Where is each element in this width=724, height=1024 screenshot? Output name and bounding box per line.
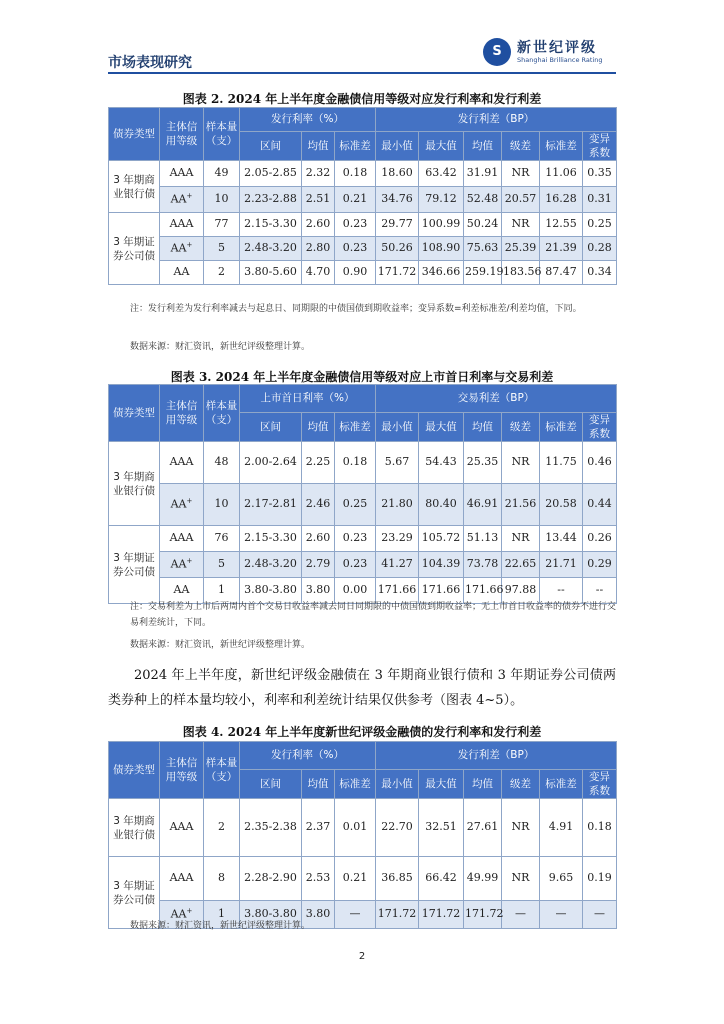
cell-mean: 2.60 — [302, 213, 335, 237]
cell-diff: 25.39 — [502, 237, 540, 261]
cell-max: 79.12 — [419, 187, 464, 213]
rating-modifier: + — [186, 192, 193, 201]
cell-mean2: 52.48 — [464, 187, 502, 213]
cell-range: 2.48-3.20 — [240, 552, 302, 578]
cell-mean: 2.46 — [302, 484, 335, 526]
cell-std2: 21.39 — [540, 237, 583, 261]
col-cv: 变异系数 — [583, 413, 617, 442]
table-row — [109, 484, 617, 526]
bond-type-cell: 3 年期商业银行债 — [109, 799, 160, 857]
cell-range: 2.17-2.81 — [240, 484, 302, 526]
rating-value: AA — [173, 583, 190, 597]
cell-std2: 4.91 — [540, 799, 583, 857]
cell-mean2: 171.66 — [464, 578, 502, 604]
cell-n: 2 — [204, 799, 240, 857]
table-row — [109, 237, 617, 261]
cell-diff: NR — [502, 161, 540, 187]
cell-std: 0.25 — [335, 484, 376, 526]
cell-std2: 11.75 — [540, 442, 583, 484]
cell-mean2: 27.61 — [464, 799, 502, 857]
cell-std2: — — [540, 901, 583, 929]
rating-value: AA — [170, 192, 187, 206]
cell-min: 34.76 — [376, 187, 419, 213]
col-spread-mean: 均值 — [464, 132, 502, 161]
cell-n: 48 — [204, 442, 240, 484]
bond-type-cell: 3 年期证券公司债 — [109, 213, 160, 285]
cell-n: 76 — [204, 526, 240, 552]
col-spread-mean: 均值 — [464, 770, 502, 799]
cell-cv: 0.19 — [583, 857, 617, 901]
cell-mean2: 259.19 — [464, 261, 502, 285]
table-row — [109, 187, 617, 213]
logo-subtitle: Shanghai Brilliance Rating — [517, 56, 603, 64]
rating-value: AA — [173, 265, 190, 279]
cell-n: 8 — [204, 857, 240, 901]
col-sample-size: 样本量（支） — [204, 742, 240, 799]
cell-max: 104.39 — [419, 552, 464, 578]
col-bond-type: 债券类型 — [109, 742, 160, 799]
cell-std: — — [335, 901, 376, 929]
table-row — [109, 526, 617, 552]
bond-type-cell: 3 年期证券公司债 — [109, 857, 160, 929]
cell-cv: 0.26 — [583, 526, 617, 552]
cell-diff: NR — [502, 442, 540, 484]
cell-std2: 13.44 — [540, 526, 583, 552]
cell-range: 2.15-3.30 — [240, 213, 302, 237]
cell-std: 0.01 — [335, 799, 376, 857]
cell-cv: — — [583, 901, 617, 929]
table1-note: 注：发行利差为发行利率减去与起息日、同期限的中债国债到期收益率；变异系数=利差标准差/利差均值，下同。 — [130, 304, 582, 314]
cell-mean2: 51.13 — [464, 526, 502, 552]
col-level-diff: 级差 — [502, 770, 540, 799]
cell-range: 2.48-3.20 — [240, 237, 302, 261]
cell-std: 0.90 — [335, 261, 376, 285]
cell-min: 171.72 — [376, 261, 419, 285]
table-row — [109, 442, 617, 484]
cell-min: 50.26 — [376, 237, 419, 261]
cell-diff: NR — [502, 526, 540, 552]
cell-min: 36.85 — [376, 857, 419, 901]
cell-min: 23.29 — [376, 526, 419, 552]
cell-std: 0.23 — [335, 213, 376, 237]
col-spread-group: 发行利差（BP） — [376, 742, 617, 770]
cell-n: 5 — [204, 237, 240, 261]
cell-max: 100.99 — [419, 213, 464, 237]
rating-value: AAA — [169, 871, 194, 885]
table3-caption: 图表 4. 2024 年上半年度新世纪评级金融债的发行利率和发行利差 — [182, 725, 542, 739]
cell-max: 32.51 — [419, 799, 464, 857]
logo-mark-icon: S — [483, 38, 511, 66]
bond-type-cell: 3 年期商业银行债 — [109, 161, 160, 213]
cell-mean2: 25.35 — [464, 442, 502, 484]
cell-std2: 12.55 — [540, 213, 583, 237]
cell-mean2: 31.91 — [464, 161, 502, 187]
rating-cell — [160, 213, 204, 237]
col-level-diff: 级差 — [502, 413, 540, 442]
cell-min: 5.67 — [376, 442, 419, 484]
table-row — [109, 213, 617, 237]
table2-source: 数据来源：财汇资讯，新世纪评级整理计算。 — [130, 640, 311, 650]
cell-max: 171.66 — [419, 578, 464, 604]
cell-range: 2.35-2.38 — [240, 799, 302, 857]
header-row — [109, 742, 617, 770]
col-sample-size: 样本量（支） — [204, 108, 240, 161]
cell-n: 5 — [204, 552, 240, 578]
cell-min: 171.66 — [376, 578, 419, 604]
cell-mean: 2.80 — [302, 237, 335, 261]
cell-std: 0.23 — [335, 526, 376, 552]
col-min: 最小值 — [376, 770, 419, 799]
cell-std: 0.00 — [335, 578, 376, 604]
col-spread-mean: 均值 — [464, 413, 502, 442]
page-number: 2 — [358, 951, 366, 962]
cell-std2: 9.65 — [540, 857, 583, 901]
cell-diff: — — [502, 901, 540, 929]
rating-cell — [160, 161, 204, 187]
cell-mean: 2.79 — [302, 552, 335, 578]
cell-diff: NR — [502, 857, 540, 901]
col-max: 最大值 — [419, 132, 464, 161]
cell-mean: 3.80 — [302, 901, 335, 929]
rating-value: AA — [170, 557, 187, 571]
cell-diff: 183.56 — [502, 261, 540, 285]
col-mean: 均值 — [302, 770, 335, 799]
cell-cv: 0.25 — [583, 213, 617, 237]
col-mean: 均值 — [302, 413, 335, 442]
col-spread-std: 标准差 — [540, 413, 583, 442]
cell-n: 49 — [204, 161, 240, 187]
header-row — [109, 385, 617, 413]
col-std: 标准差 — [335, 413, 376, 442]
cell-cv: 0.46 — [583, 442, 617, 484]
col-rate-group: 发行利率（%） — [240, 108, 376, 132]
col-spread-group: 发行利差（BP） — [376, 108, 617, 132]
cell-mean: 2.60 — [302, 526, 335, 552]
col-issuer-rating: 主体信用等级 — [160, 108, 204, 161]
cell-range: 2.15-3.30 — [240, 526, 302, 552]
cell-min: 29.77 — [376, 213, 419, 237]
cell-range: 3.80-5.60 — [240, 261, 302, 285]
cell-min: 18.60 — [376, 161, 419, 187]
cell-diff: 97.88 — [502, 578, 540, 604]
cell-mean2: 75.63 — [464, 237, 502, 261]
col-spread-std: 标准差 — [540, 132, 583, 161]
cell-max: 54.43 — [419, 442, 464, 484]
cell-diff: 20.57 — [502, 187, 540, 213]
section-title: 市场表现研究 — [108, 55, 192, 71]
bond-type-cell: 3 年期证券公司债 — [109, 526, 160, 604]
cell-mean: 2.37 — [302, 799, 335, 857]
cell-std: 0.21 — [335, 857, 376, 901]
cell-cv: 0.28 — [583, 237, 617, 261]
cell-range: 2.05-2.85 — [240, 161, 302, 187]
rating-cell — [160, 442, 204, 484]
header-row — [109, 108, 617, 132]
cell-n: 10 — [204, 484, 240, 526]
rating-value: AAA — [169, 166, 194, 180]
rating-modifier: + — [186, 497, 193, 506]
rating-value: AAA — [169, 820, 194, 834]
table-row — [109, 857, 617, 901]
rating-cell — [160, 237, 204, 261]
rating-value: AA — [170, 241, 187, 255]
col-issuer-rating: 主体信用等级 — [160, 742, 204, 799]
cell-n: 1 — [204, 901, 240, 929]
rating-cell — [160, 261, 204, 285]
cell-cv: 0.35 — [583, 161, 617, 187]
cell-range: 3.80-3.80 — [240, 578, 302, 604]
cell-diff: 21.56 — [502, 484, 540, 526]
cell-diff: NR — [502, 213, 540, 237]
cell-cv: 0.31 — [583, 187, 617, 213]
cell-std: 0.18 — [335, 442, 376, 484]
rating-modifier: + — [186, 557, 193, 566]
cell-max: 171.72 — [419, 901, 464, 929]
cell-cv: -- — [583, 578, 617, 604]
cell-mean2: 73.78 — [464, 552, 502, 578]
table2-caption: 图表 3. 2024 年上半年度金融债信用等级对应上市首日利率与交易利差 — [170, 370, 554, 384]
cell-min: 41.27 — [376, 552, 419, 578]
cell-max: 346.66 — [419, 261, 464, 285]
cell-std2: 87.47 — [540, 261, 583, 285]
table-row — [109, 261, 617, 285]
col-cv: 变异系数 — [583, 770, 617, 799]
table-row — [109, 552, 617, 578]
cell-n: 10 — [204, 187, 240, 213]
cell-mean2: 46.91 — [464, 484, 502, 526]
col-mean: 均值 — [302, 132, 335, 161]
cell-std2: 21.71 — [540, 552, 583, 578]
cell-mean2: 50.24 — [464, 213, 502, 237]
cell-std: 0.23 — [335, 237, 376, 261]
cell-std: 0.18 — [335, 161, 376, 187]
cell-n: 1 — [204, 578, 240, 604]
body-paragraph: 2024 年上半年度，新世纪评级金融债在 3 年期商业银行债和 3 年期证券公司债两类券种上的样本量均较小，利率和利差统计结果仅供参考（图表 4~5）。 — [108, 668, 616, 708]
cell-max: 80.40 — [419, 484, 464, 526]
col-rate-group: 发行利率（%） — [240, 742, 376, 770]
col-std: 标准差 — [335, 770, 376, 799]
rating-modifier: + — [186, 241, 193, 250]
col-min: 最小值 — [376, 132, 419, 161]
cell-mean: 2.32 — [302, 161, 335, 187]
cell-range: 2.23-2.88 — [240, 187, 302, 213]
rating-value: AA — [170, 907, 187, 921]
col-bond-type: 债券类型 — [109, 108, 160, 161]
col-max: 最大值 — [419, 770, 464, 799]
cell-min: 22.70 — [376, 799, 419, 857]
table1 — [108, 107, 617, 285]
cell-n: 2 — [204, 261, 240, 285]
cell-mean: 2.53 — [302, 857, 335, 901]
col-cv: 变异系数 — [583, 132, 617, 161]
cell-std2: 16.28 — [540, 187, 583, 213]
table1-caption: 图表 2. 2024 年上半年度金融债信用等级对应发行利率和发行利差 — [182, 92, 542, 106]
header-divider — [108, 72, 616, 74]
cell-max: 63.42 — [419, 161, 464, 187]
cell-std2: 11.06 — [540, 161, 583, 187]
logo-name: 新世纪评级 — [517, 40, 597, 56]
cell-max: 108.90 — [419, 237, 464, 261]
bond-type-cell: 3 年期商业银行债 — [109, 442, 160, 526]
cell-cv: 0.44 — [583, 484, 617, 526]
rating-modifier: + — [186, 907, 193, 916]
cell-mean: 3.80 — [302, 578, 335, 604]
cell-mean2: 49.99 — [464, 857, 502, 901]
rating-value: AA — [170, 497, 187, 511]
cell-cv: 0.18 — [583, 799, 617, 857]
table2 — [108, 384, 617, 604]
cell-mean: 2.51 — [302, 187, 335, 213]
cell-n: 77 — [204, 213, 240, 237]
col-max: 最大值 — [419, 413, 464, 442]
col-level-diff: 级差 — [502, 132, 540, 161]
table-row — [109, 799, 617, 857]
rating-cell — [160, 552, 204, 578]
table2-note: 注：交易利差为上市后两周内首个交易日收益率减去同日同期限的中债国债到期收益率；无上市首日收益率的债券不进行交易利差统计，下同。 — [130, 602, 617, 628]
cell-cv: 0.29 — [583, 552, 617, 578]
cell-min: 21.80 — [376, 484, 419, 526]
rating-cell — [160, 484, 204, 526]
rating-cell — [160, 187, 204, 213]
col-range: 区间 — [240, 413, 302, 442]
table-row — [109, 161, 617, 187]
cell-max: 66.42 — [419, 857, 464, 901]
col-min: 最小值 — [376, 413, 419, 442]
cell-min: 171.72 — [376, 901, 419, 929]
cell-range: 3.80-3.80 — [240, 901, 302, 929]
cell-range: 2.00-2.64 — [240, 442, 302, 484]
cell-mean: 4.70 — [302, 261, 335, 285]
rating-cell — [160, 857, 204, 901]
col-issuer-rating: 主体信用等级 — [160, 385, 204, 442]
rating-value: AAA — [169, 217, 194, 231]
cell-diff: NR — [502, 799, 540, 857]
col-spread-group: 交易利差（BP） — [376, 385, 617, 413]
cell-std: 0.21 — [335, 187, 376, 213]
col-range: 区间 — [240, 132, 302, 161]
cell-std2: 20.58 — [540, 484, 583, 526]
rating-cell — [160, 799, 204, 857]
table3-source: 数据来源：财汇资讯，新世纪评级整理计算。 — [130, 921, 311, 931]
cell-range: 2.28-2.90 — [240, 857, 302, 901]
table3 — [108, 741, 617, 929]
cell-mean: 2.25 — [302, 442, 335, 484]
col-range: 区间 — [240, 770, 302, 799]
rating-value: AAA — [169, 531, 194, 545]
col-bond-type: 债券类型 — [109, 385, 160, 442]
rating-cell — [160, 526, 204, 552]
rating-value: AAA — [169, 455, 194, 469]
table1-source: 数据来源：财汇资讯，新世纪评级整理计算。 — [130, 342, 311, 352]
cell-max: 105.72 — [419, 526, 464, 552]
col-rate-group: 上市首日利率（%） — [240, 385, 376, 413]
company-logo — [483, 36, 613, 70]
col-std: 标准差 — [335, 132, 376, 161]
cell-mean2: 171.72 — [464, 901, 502, 929]
col-sample-size: 样本量（支） — [204, 385, 240, 442]
cell-std2: -- — [540, 578, 583, 604]
col-spread-std: 标准差 — [540, 770, 583, 799]
cell-std: 0.23 — [335, 552, 376, 578]
cell-cv: 0.34 — [583, 261, 617, 285]
cell-diff: 22.65 — [502, 552, 540, 578]
